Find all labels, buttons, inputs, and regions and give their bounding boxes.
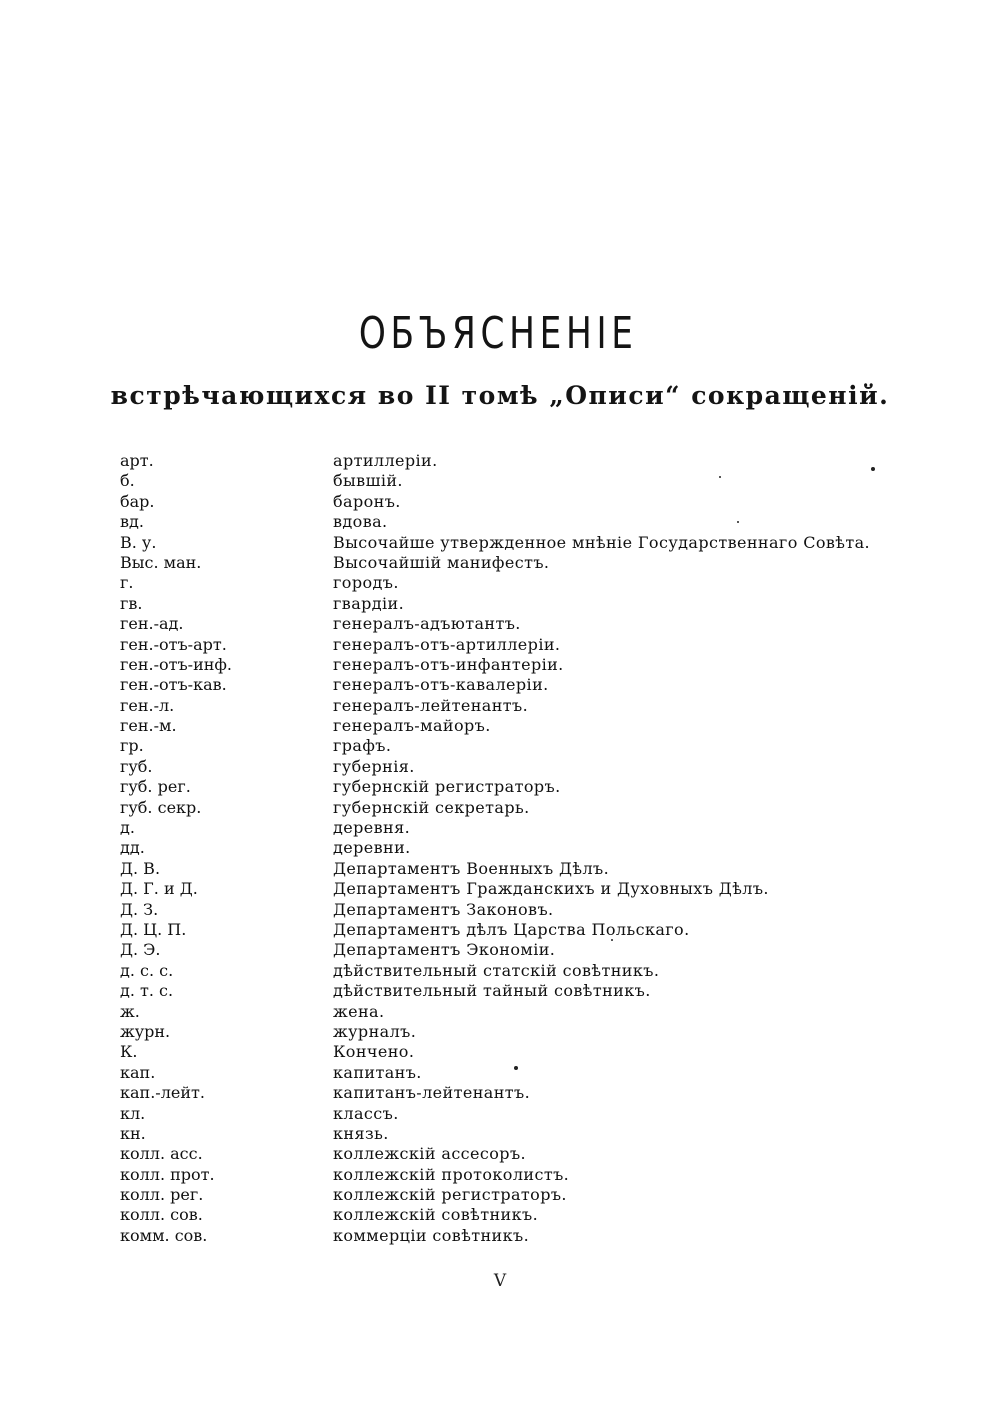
abbreviation-row (120, 451, 840, 471)
abbreviation-explanation: коллежскій ассесоръ. (333, 1144, 527, 1164)
abbreviation-explanation: губернія. (333, 756, 415, 776)
abbreviation-explanation: губернскій секретарь. (333, 797, 530, 817)
abbreviation-row (120, 471, 840, 491)
abbreviation-explanation: Высочайше утвержденное мнѣніе Государственнаго Совѣта. (333, 532, 871, 552)
abbreviation: вд. (120, 512, 144, 532)
abbreviation-row (120, 1144, 840, 1164)
abbreviation-row (120, 981, 840, 1001)
abbreviation-row (120, 675, 840, 695)
abbreviation: ген.-отъ-инф. (120, 654, 233, 674)
abbreviation-row (120, 736, 840, 756)
abbreviation: колл. сов. (120, 1205, 203, 1225)
scan-speck (514, 1066, 518, 1070)
abbreviation: губ. (120, 756, 153, 776)
abbreviation-explanation: капитанъ-лейтенантъ. (333, 1083, 531, 1103)
abbreviation-explanation: гвардіи. (333, 593, 405, 613)
abbreviation-row (120, 1165, 840, 1185)
abbreviation-explanation: генералъ-лейтенантъ. (333, 695, 529, 715)
abbreviation-explanation: журналъ. (333, 1021, 417, 1041)
abbreviation-explanation: Кончено. (333, 1042, 415, 1062)
abbreviation-row (120, 635, 840, 655)
abbreviation-row (120, 573, 840, 593)
abbreviation-explanation: городъ. (333, 573, 399, 593)
abbreviation-row (120, 940, 840, 960)
abbreviation-row (120, 512, 840, 532)
abbreviation-row (120, 838, 840, 858)
abbreviation: журн. (120, 1021, 171, 1041)
abbreviation: ген.-л. (120, 695, 175, 715)
abbreviation-explanation: коллежскій протоколистъ. (333, 1164, 570, 1184)
abbreviation-explanation: генералъ-отъ-артиллеріи. (333, 634, 561, 654)
abbreviation-explanation: генералъ-отъ-инфантеріи. (333, 654, 564, 674)
abbreviation-row (120, 818, 840, 838)
abbreviation-row (120, 655, 840, 675)
abbreviation-row (120, 1042, 840, 1062)
scan-speck (871, 467, 875, 471)
abbreviation-row (120, 594, 840, 614)
abbreviation-row (120, 1083, 840, 1103)
abbreviation: ген.-м. (120, 716, 177, 736)
abbreviation-row (120, 716, 840, 736)
abbreviation: гв. (120, 593, 143, 613)
abbreviation: кн. (120, 1123, 146, 1143)
abbreviation: Д. Ц. П. (120, 919, 187, 939)
abbreviation: Д. Э. (120, 940, 161, 960)
abbreviation-list (120, 451, 871, 1246)
abbreviation-row (120, 798, 840, 818)
abbreviation: В. у. (120, 532, 157, 552)
abbreviation-row (120, 757, 840, 777)
abbreviation-row (120, 777, 840, 797)
abbreviation-row (120, 1104, 840, 1124)
page-subtitle: встрѣчающихся во II томѣ „Описи“ сокращеній. (110, 381, 890, 410)
abbreviation: ген.-ад. (120, 614, 184, 634)
abbreviation: г. (120, 573, 134, 593)
abbreviation-row (120, 1022, 840, 1042)
abbreviation: арт. (120, 451, 154, 470)
abbreviation-explanation: бывшій. (333, 471, 403, 491)
scan-speck (737, 521, 739, 523)
abbreviation-row (120, 614, 840, 634)
abbreviation: кап.-лейт. (120, 1083, 205, 1103)
abbreviation: гр. (120, 736, 144, 756)
abbreviation-explanation: генералъ-адъютантъ. (333, 614, 521, 634)
abbreviation-row (120, 879, 840, 899)
abbreviation-explanation: князь. (333, 1123, 389, 1143)
abbreviation-explanation: классъ. (333, 1103, 399, 1123)
abbreviation: Д. З. (120, 899, 159, 919)
abbreviation: д. с. с. (120, 960, 174, 980)
abbreviation-explanation: артиллеріи. (333, 451, 438, 470)
abbreviation: кл. (120, 1103, 146, 1123)
abbreviation-explanation: дѣйствительный тайный совѣтникъ. (333, 981, 651, 1001)
abbreviation: кап. (120, 1062, 156, 1082)
abbreviation-explanation: деревня. (333, 818, 411, 838)
abbreviation-explanation: графъ. (333, 736, 392, 756)
abbreviation: бар. (120, 491, 155, 511)
abbreviation-row (120, 1205, 840, 1225)
abbreviation: Выс. ман. (120, 552, 202, 572)
abbreviation-explanation: деревни. (333, 838, 411, 858)
abbreviation-row (120, 553, 840, 573)
abbreviation-explanation: Департаментъ Экономіи. (333, 940, 556, 960)
abbreviation: ж. (120, 1001, 140, 1021)
page-number: V (493, 1271, 507, 1291)
abbreviation-row (120, 1185, 840, 1205)
abbreviation-row (120, 920, 840, 940)
abbreviation: губ. секр. (120, 797, 202, 817)
page-title: ОБЪЯСНЕНІЕ (358, 308, 638, 359)
abbreviation-explanation: баронъ. (333, 491, 401, 511)
abbreviation-explanation: Департаментъ Гражданскихъ и Духовныхъ Дѣлъ. (333, 879, 769, 899)
abbreviation: ген.-отъ-кав. (120, 675, 227, 695)
abbreviation: комм. сов. (120, 1225, 208, 1245)
abbreviation-explanation: коллежскій совѣтникъ. (333, 1205, 539, 1225)
abbreviation-explanation: Департаментъ дѣлъ Царства Польскаго. (333, 919, 690, 939)
abbreviation-row (120, 532, 871, 553)
abbreviation: колл. рег. (120, 1185, 204, 1205)
abbreviation: колл. асс. (120, 1144, 203, 1164)
abbreviation-explanation: капитанъ. (333, 1062, 422, 1082)
abbreviation: б. (120, 471, 135, 491)
abbreviation: губ. рег. (120, 777, 191, 797)
abbreviation-row (120, 696, 840, 716)
abbreviation-row (120, 1063, 840, 1083)
abbreviation: дд. (120, 838, 145, 858)
abbreviation-explanation: генералъ-майоръ. (333, 716, 491, 736)
abbreviation-row (120, 1002, 840, 1022)
abbreviation-explanation: Высочайшій манифестъ. (333, 552, 550, 572)
abbreviation-row (120, 1226, 840, 1246)
abbreviation: колл. прот. (120, 1164, 215, 1184)
abbreviation-explanation: Департаментъ Законовъ. (333, 899, 554, 919)
abbreviation-explanation: жена. (333, 1001, 385, 1021)
abbreviation-row (120, 492, 840, 512)
abbreviation: Д. В. (120, 858, 161, 878)
abbreviation: Д. Г. и Д. (120, 879, 198, 899)
abbreviation-explanation: дѣйствительный статскій совѣтникъ. (333, 960, 660, 980)
abbreviation-explanation: Департаментъ Военныхъ Дѣлъ. (333, 858, 610, 878)
abbreviation-explanation: губернскій регистраторъ. (333, 777, 561, 797)
abbreviation-explanation: коллежскій регистраторъ. (333, 1185, 567, 1205)
abbreviation-explanation: коммерціи совѣтникъ. (333, 1225, 530, 1245)
abbreviation: д. (120, 818, 135, 838)
abbreviation-row (120, 900, 840, 920)
abbreviation-explanation: вдова. (333, 512, 388, 532)
abbreviation-explanation: генералъ-отъ-кавалеріи. (333, 675, 549, 695)
scan-speck (719, 476, 721, 478)
scan-speck (611, 939, 613, 941)
abbreviation: д. т. с. (120, 981, 174, 1001)
abbreviation: ген.-отъ-арт. (120, 634, 227, 654)
abbreviation: К. (120, 1042, 138, 1062)
abbreviation-row (120, 859, 840, 879)
abbreviation-row (120, 961, 840, 981)
abbreviation-row (120, 1124, 840, 1144)
